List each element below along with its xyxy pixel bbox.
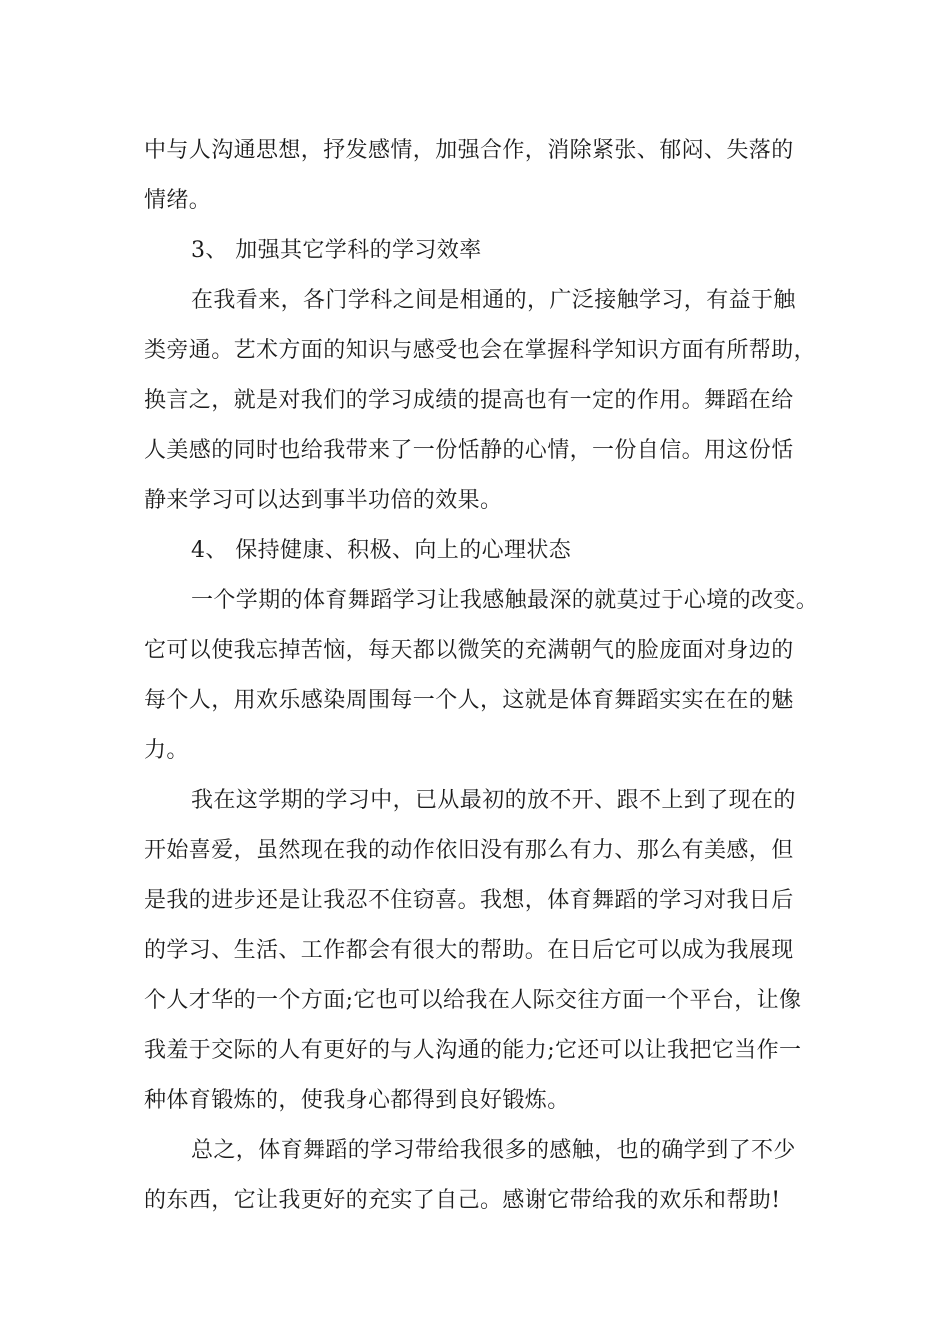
text-line: 力。 — [144, 738, 189, 763]
text-line: 的学习、生活、工作都会有很大的帮助。在日后它可以成为我展现 — [144, 938, 794, 963]
text-line: 个人才华的一个方面;它也可以给我在人际交往方面一个平台，让像 — [144, 988, 802, 1013]
text-line: 开始喜爱，虽然现在我的动作依旧没有那么有力、那么有美感，但 — [144, 838, 794, 863]
text-line: 是我的进步还是让我忍不住窃喜。我想，体育舞蹈的学习对我日后 — [144, 888, 794, 913]
section-heading: 4、 保持健康、积极、向上的心理状态 — [191, 538, 572, 563]
text-line: 一个学期的体育舞蹈学习让我感触最深的就莫过于心境的改变。 — [191, 588, 819, 613]
text-line: 类旁通。艺术方面的知识与感受也会在掌握科学知识方面有所帮助， — [144, 338, 817, 363]
text-line: 我羞于交际的人有更好的与人沟通的能力;它还可以让我把它当作一 — [144, 1038, 802, 1063]
text-line: 中与人沟通思想，抒发感情，加强合作，消除紧张、郁闷、失落的 — [144, 138, 794, 163]
text-line: 的东西，它让我更好的充实了自己。感谢它带给我的欢乐和帮助! — [144, 1188, 781, 1213]
text-line: 种体育锻炼的，使我身心都得到良好锻炼。 — [144, 1088, 570, 1113]
text-line: 换言之，就是对我们的学习成绩的提高也有一定的作用。舞蹈在给 — [144, 388, 794, 413]
text-line: 情绪。 — [144, 188, 212, 213]
section-heading: 3、 加强其它学科的学习效率 — [191, 238, 482, 263]
text-line: 静来学习可以达到事半功倍的效果。 — [144, 488, 503, 513]
text-line: 总之，体育舞蹈的学习带给我很多的感触，也的确学到了不少 — [191, 1138, 796, 1163]
text-line: 在我看来，各门学科之间是相通的，广泛接触学习，有益于触 — [191, 288, 796, 313]
text-line: 它可以使我忘掉苦恼，每天都以微笑的充满朝气的脸庞面对身边的 — [144, 638, 794, 663]
text-line: 每个人，用欢乐感染周围每一个人，这就是体育舞蹈实实在在的魅 — [144, 688, 794, 713]
text-line: 人美感的同时也给我带来了一份恬静的心情，一份自信。用这份恬 — [144, 438, 794, 463]
text-line: 我在这学期的学习中，已从最初的放不开、跟不上到了现在的 — [191, 788, 796, 813]
